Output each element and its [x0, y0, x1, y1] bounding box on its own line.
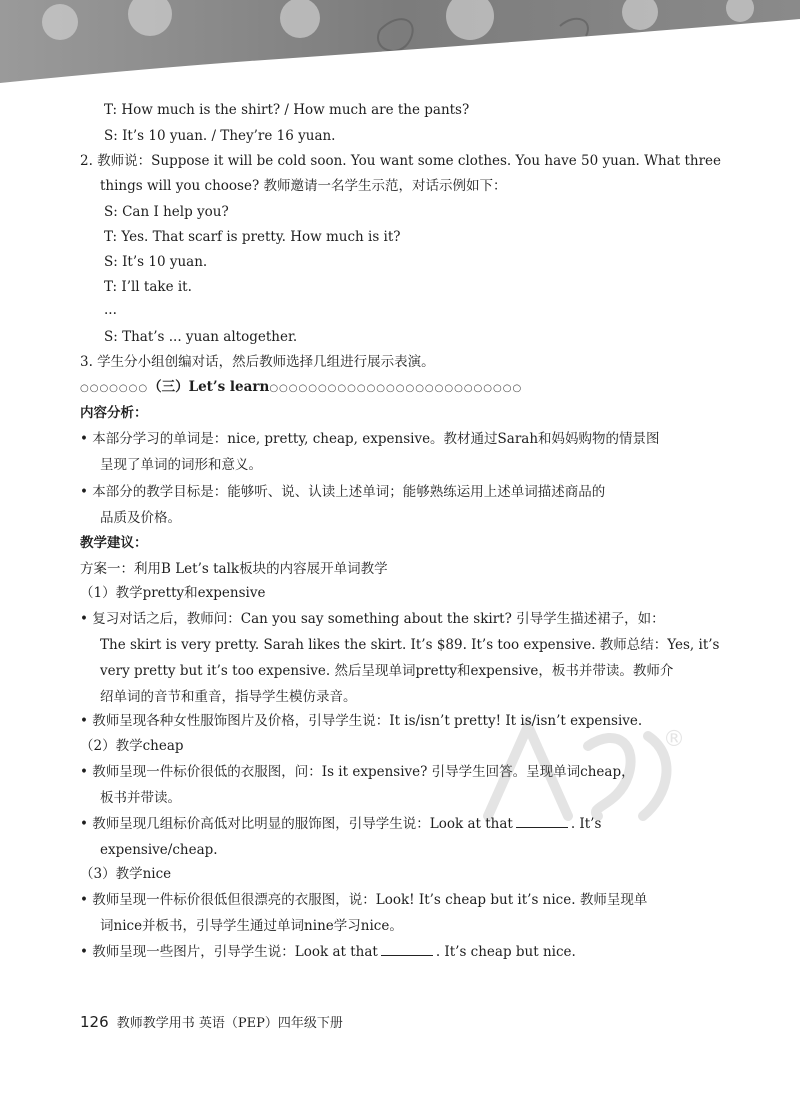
bullet-text-tail: . It’s cheap but nice.: [435, 944, 576, 960]
bullet-continuation: very pretty but it’s too expensive. 然后呈现单词pretty和expensive，板书并带读。教师介: [100, 663, 674, 679]
bullet-item: • 教师呈现各种女性服饰图片及价格，引导学生说：It is/isn’t pretty! It is/isn’t expensive.: [80, 713, 643, 729]
dialogue-line: T: Yes. That scarf is pretty. How much is it?: [104, 229, 401, 245]
bullet-continuation: 词nice并板书，引导学生通过单词nine学习nice。: [100, 918, 403, 934]
dialogue-line: T: How much is the shirt? / How much are the pants?: [104, 102, 470, 118]
section-heading: [80, 377, 522, 399]
step-heading: （2）教学cheap: [80, 738, 184, 754]
decorative-banner: [0, 0, 800, 92]
dialogue-line: S: It’s 10 yuan. / They’re 16 yuan.: [104, 128, 336, 144]
bullet-continuation: The skirt is very pretty. Sarah likes the skirt. It’s $89. It’s too expensive. 教师总结：Yes, it’s: [100, 637, 720, 653]
bullet-continuation: 呈现了单词的词形和意义。: [100, 457, 262, 473]
bullet-continuation: 绍单词的音节和重音，指导学生模仿录音。: [100, 689, 357, 705]
page-footer: [80, 1012, 343, 1031]
section-title: （三）Let’s learn: [148, 379, 270, 395]
paragraph-line: things will you choose? 教师邀请一名学生示范，对话示例如下：: [100, 178, 507, 194]
section-dots-right: ○○○○○○○○○○○○○○○○○○○○○○○○○○: [269, 383, 523, 394]
step-heading: （1）教学pretty和expensive: [80, 585, 266, 601]
bullet-item: • 复习对话之后，教师问：Can you say something about the skirt? 引导学生描述裙子，如：: [80, 611, 665, 627]
step-heading: （3）教学nice: [80, 866, 172, 882]
book-title: 教师教学用书 英语（PEP）四年级下册: [116, 1016, 343, 1031]
bullet-item: • 本部分的教学目标是：能够听、说、认读上述单词；能够熟练运用上述单词描述商品的: [80, 484, 606, 500]
numbered-step: 3. 学生分小组创编对话，然后教师选择几组进行展示表演。: [80, 354, 435, 370]
bullet-text: • 教师呈现几组标价高低对比明显的服饰图，引导学生说：Look at that: [80, 816, 513, 832]
dialogue-line: S: That’s ... yuan altogether.: [104, 329, 298, 345]
ellipsis-line: ...: [104, 302, 117, 318]
bullet-text: • 教师呈现一些图片，引导学生说：Look at that: [80, 944, 378, 960]
fill-in-blank: [516, 815, 568, 828]
fill-in-blank: [381, 943, 433, 956]
bullet-item: • 本部分学习的单词是：nice, pretty, cheap, expensive。教材通过Sarah和妈妈购物的情景图: [80, 431, 660, 447]
plan-heading: 方案一：利用B Let’s talk板块的内容展开单词教学: [80, 561, 388, 577]
bullet-continuation: 板书并带读。: [100, 790, 181, 806]
page-number: 126: [80, 1013, 109, 1031]
dialogue-line: S: Can I help you?: [104, 204, 229, 220]
subheading-content-analysis: 内容分析：: [80, 405, 148, 421]
bullet-item: [80, 942, 576, 962]
bullet-item: • 教师呈现一件标价很低但很漂亮的衣服图，说：Look! It’s cheap but it’s nice. 教师呈现单: [80, 892, 648, 908]
bullet-item: [80, 814, 601, 834]
dialogue-line: S: It’s 10 yuan.: [104, 254, 208, 270]
subheading-teaching-tips: 教学建议：: [80, 535, 148, 551]
bullet-continuation: expensive/cheap.: [100, 842, 218, 858]
numbered-step: 2. 教师说：Suppose it will be cold soon. You want some clothes. You have 50 yuan. What three: [80, 153, 722, 169]
bullet-text-tail: . It’s: [570, 816, 602, 832]
dialogue-line: T: I’ll take it.: [104, 279, 192, 295]
svg-text:®: ®: [663, 727, 685, 752]
section-dots-left: ○○○○○○○: [80, 383, 149, 394]
bullet-continuation: 品质及价格。: [100, 510, 181, 526]
bullet-item: • 教师呈现一件标价很低的衣服图，问：Is it expensive? 引导学生回答。呈现单词cheap，: [80, 764, 635, 780]
